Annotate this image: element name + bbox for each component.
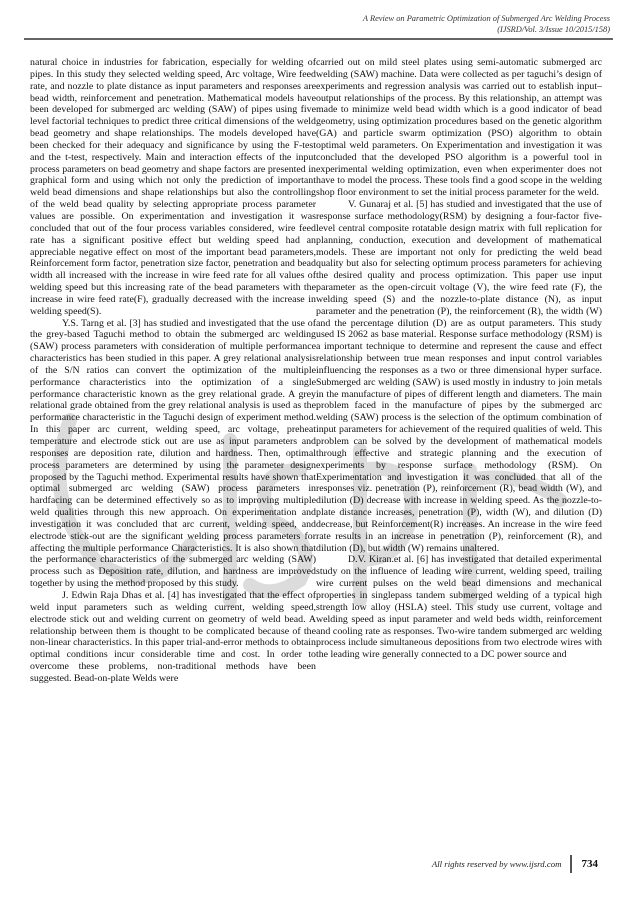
paragraph: D.V. Kiran.et al. [6] has investigated that detailed experimental study on the influence of leading wire current, welding speed, trailing wire current pulses on the weld bead dimensions and mechanical properties in singlepass tandem submerged welding of a typical high strength low alloy (HSLA) steel. This study use current, voltage and welding speed as input parameter and weld beds width, reinforcement and cooling rate as responses. Two-wire tandem submerged arc welding process include simultaneous depositions from two electrode wires with the leading wire generally connected to a DC power source and (316, 554, 602, 661)
paragraph: natural choice in industries for fabrication, especially for welding of pipes. In this study they selected welding speed, Arc voltage, Wire feed rate, and nozzle to plate distance as input parameters and responses are bead width, reinforcement and penetration. Mathematical models have been developed for submerged arc welding (SAW) of pipes using five level factorial techniques to predict three critical dimensions of the weld bead geometry and shape relationships. The models developed have been checked for their adequacy and significance by using the F-test and the t-test, respectively. Main and interaction effects of the input process parameters on bead geometry and shape factors are presented in graphical form and using which not only the prediction of important weld bead dimensions and shape relationships but also the controlling of the weld bead quality by selecting appropriate process parameter values are possible. On experimentation and investigation it was concluded that out of the four process variables considered, wire feed rate has a significant positive effect but welding speed had an appreciable negative effect on most of the important bead parameters, Reinforcement form factor, penetration size factor, penetration and bead width all increased with the increase in wire feed rate for all values of welding speed but this increasing rate of the bead parameters with the increase in wire feed rate(F), gradually decreased with the increase in welding speed(S). (30, 57, 316, 317)
header-rule (24, 38, 613, 40)
header-title: A Review on Parametric Optimization of Submerged Arc Welding Process (362, 14, 610, 23)
footer-rights: All rights reserved by www.ijsrd.com (431, 859, 562, 869)
paragraph: V. Gunaraj et al. [5] has studied and investigated that the use of response surface methodology(RSM) by designing a four-factor five-level central composite rotatable design matrix with full replication for planning, conduction, execution and development of mathematical models. These are important not only for predicting the weld bead quality but also for selecting optimum process parameters for achieving the desired quality and process optimization. This paper use input parameter as the open-circuit voltage (V), the wire feed rate (F), the welding speed (S) and the nozzle-to-plate distance (N), as input parameter and the penetration (P), the reinforcement (R), the width (W) and the percentage dilution (D) are as output parameters. This study used IS 2062 as base material. Response surface methodology (RSM) is a important technique to determine and represent the cause and effect relationship between true mean responses and input control variables influencing the responses as a two or three dimensional hyper surface. Submerged arc welding (SAW) is used mostly in industry to join metals in the manufacture of pipes of different length and diameters. The main problem faced in the manufacture of pipes by the submerged arc welding (SAW) process is the selection of the optimum combination of input parameters for achievement of the required qualities of weld. This problem can be solved by the development of mathematical models through effective and strategic planning and the execution of experiments by response surface methodology (RSM). On Experimentation and investigation it was concluded that all of the responses viz. penetration (P), reinforcement (R), bead width (W), and dilution (D) decrease with increase in welding speed. As the nozzle-to-plate distance increases, penetration (P), width (W), and dilution (D) decrease, but Reinforcement(R) increases. An increase in the wire feed rate results in an increase in penetration (P), reinforcement (R), and dilution (D), but width (W) remains unaltered. (316, 199, 602, 554)
page-footer (432, 855, 605, 873)
right-column (316, 57, 602, 661)
header-subtitle: (IJSRD/Vol. 3/Issue 10/2015/158) (497, 25, 610, 34)
footer-site-link[interactable]: www.ijsrd.com (509, 859, 562, 869)
running-header (363, 13, 610, 35)
paragraph: Y.S. Tarng et al. [3] has studied and investigated that the use of the grey-based Taguchi method to obtain the submerged arc welding (SAW) process parameters with consideration of multiple performance characteristics has been studied in this paper. A grey relational analysis of the S/N ratios can convert the optimization of the multiple performance characteristics into the optimization of a single performance characteristic known as the grey relational grade. A grey relational grade obtained from the grey relational analysis is used as the performance characteristic in the Taguchi design of experiment method. In this paper arc current, welding speed, arc voltage, preheat temperature and electrode stick out are use as input parameters and responses are deposition rate, dilution and hardness. Then, optimal process parameters are determined by using the parameter design proposed by the Taguchi method. Experimental results have shown that optimal submerged arc welding (SAW) process parameters in hardfacing can be determined effectively so as to improving multiple weld qualities through this new approach. On experimentation and investigation it was concluded that arc current, welding speed, and electrode stick-out are the significant welding process parameters for affecting the multiple performance Characteristics. It is also shown that the performance characteristics of the submerged arc welding (SAW) process such as Deposition rate, dilution, and hardness are improved together by using the method proposed by this study. (30, 317, 316, 590)
paragraph: carried out on mild steel plates using semi-automatic submerged arc welding (SAW) machine. Data were collected as per taguchi’s design of experiments and regression analysis was carried out to establish input–output relationships of the process. By this relationship, an attempt was made to minimize weld bead width which is a good indicator of bead geometry, using optimization procedures based on the genetic algorithm (GA) and particle swarm optimization (PSO) algorithm to obtain optimal weld parameters. On Experimentation and investigation it was concluded that the developed PSO algorithm is a powerful tool in experimental welding optimization, even when experimenter does not have to model the process. These tools find a good scope in the welding shop floor environment to set the initial process parameter for the weld. (316, 57, 602, 199)
page-number: 734 (570, 855, 606, 873)
paragraph: J. Edwin Raja Dhas et al. [4] has investigated that the effect of weld input parameters such as welding current, welding speed, electrode stick out and welding current on geometry of weld bead. A relationship between them is thought to be complicated because of the non-linear characteristics. In this paper trial-and-error methods to obtain optimal conditions incur considerable time and cost. In order to overcome these problems, non-traditional methods have been suggested. Bead-on-plate Welds were (30, 589, 316, 684)
left-column (30, 57, 316, 685)
